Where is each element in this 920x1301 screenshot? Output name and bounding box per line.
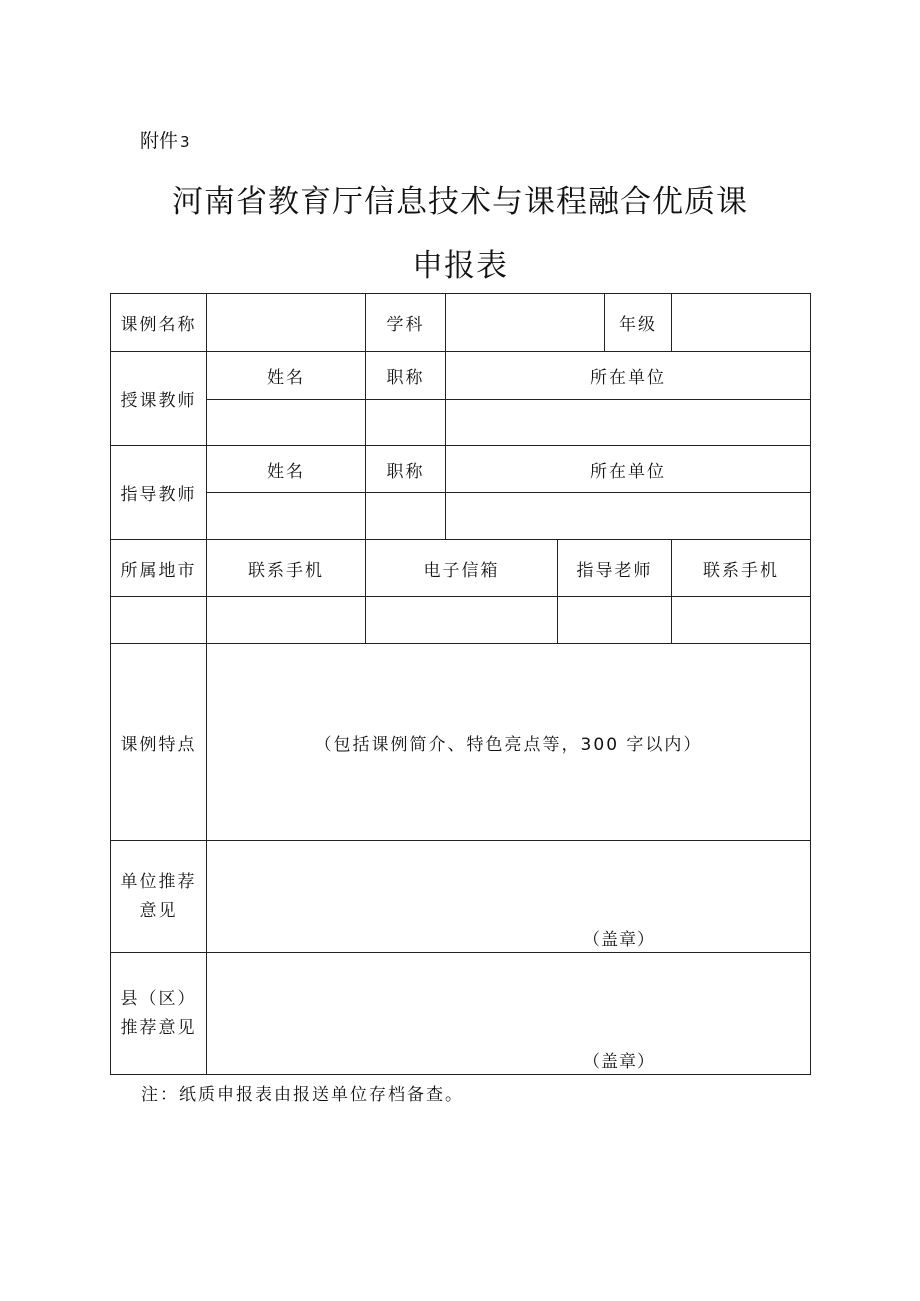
mentor-unit-header: 所在单位 — [446, 446, 811, 493]
phone2-label: 联系手机 — [672, 540, 811, 597]
unit-recommend-label-line1: 单位推荐 — [120, 871, 197, 892]
unit-seal-text: （盖章） — [583, 930, 655, 950]
unit-recommend-field[interactable] — [207, 841, 811, 953]
course-name-label: 课例名称 — [111, 294, 207, 352]
mentor-label: 指导教师 — [111, 446, 207, 540]
teacher-unit-header: 所在单位 — [446, 352, 811, 400]
grade-field[interactable] — [672, 294, 811, 352]
unit-recommend-label — [111, 841, 207, 953]
county-recommend-label-line1: 县（区） — [120, 988, 197, 1009]
city-field[interactable] — [111, 597, 207, 644]
page-subtitle: 申报表 — [412, 248, 508, 284]
mentor-unit-field[interactable] — [446, 493, 811, 540]
teacher-name-field[interactable] — [207, 400, 366, 446]
county-seal-text: （盖章） — [583, 1052, 655, 1072]
footer-note: 注：纸质申报表由报送单位存档备查。 — [141, 1085, 464, 1105]
attachment-number: 3 — [180, 133, 190, 151]
subject-label: 学科 — [366, 294, 446, 352]
attachment-text: 附件 — [140, 130, 179, 152]
mentor-title-field[interactable] — [366, 493, 446, 540]
teacher-label: 授课教师 — [111, 352, 207, 446]
phone-label: 联系手机 — [207, 540, 366, 597]
attachment-label — [140, 126, 190, 153]
phone2-field[interactable] — [672, 597, 811, 644]
teacher-unit-field[interactable] — [446, 400, 811, 446]
features-field[interactable] — [207, 644, 811, 841]
mentor-teacher-field[interactable] — [558, 597, 672, 644]
features-hint: （包括课例简介、特色亮点等，300 字以内） — [314, 734, 703, 755]
course-name-field[interactable] — [207, 294, 366, 352]
teacher-name-header: 姓名 — [207, 352, 366, 400]
mentor-name-header: 姓名 — [207, 446, 366, 493]
mentor-title-header: 职称 — [366, 446, 446, 493]
email-label: 电子信箱 — [366, 540, 558, 597]
unit-recommend-label-line2: 意见 — [139, 900, 178, 921]
mentor-name-field[interactable] — [207, 493, 366, 540]
application-form — [110, 293, 811, 1075]
grade-label: 年级 — [605, 294, 672, 352]
mentor-teacher-label: 指导老师 — [558, 540, 672, 597]
features-label: 课例特点 — [111, 644, 207, 841]
subject-field[interactable] — [446, 294, 605, 352]
city-label: 所属地市 — [111, 540, 207, 597]
phone-field[interactable] — [207, 597, 366, 644]
teacher-title-field[interactable] — [366, 400, 446, 446]
county-recommend-label-line2: 推荐意见 — [120, 1017, 197, 1038]
county-recommend-label — [111, 953, 207, 1075]
email-field[interactable] — [366, 597, 558, 644]
teacher-title-header: 职称 — [366, 352, 446, 400]
page-title: 河南省教育厅信息技术与课程融合优质课 — [172, 184, 748, 220]
county-recommend-field[interactable] — [207, 953, 811, 1075]
